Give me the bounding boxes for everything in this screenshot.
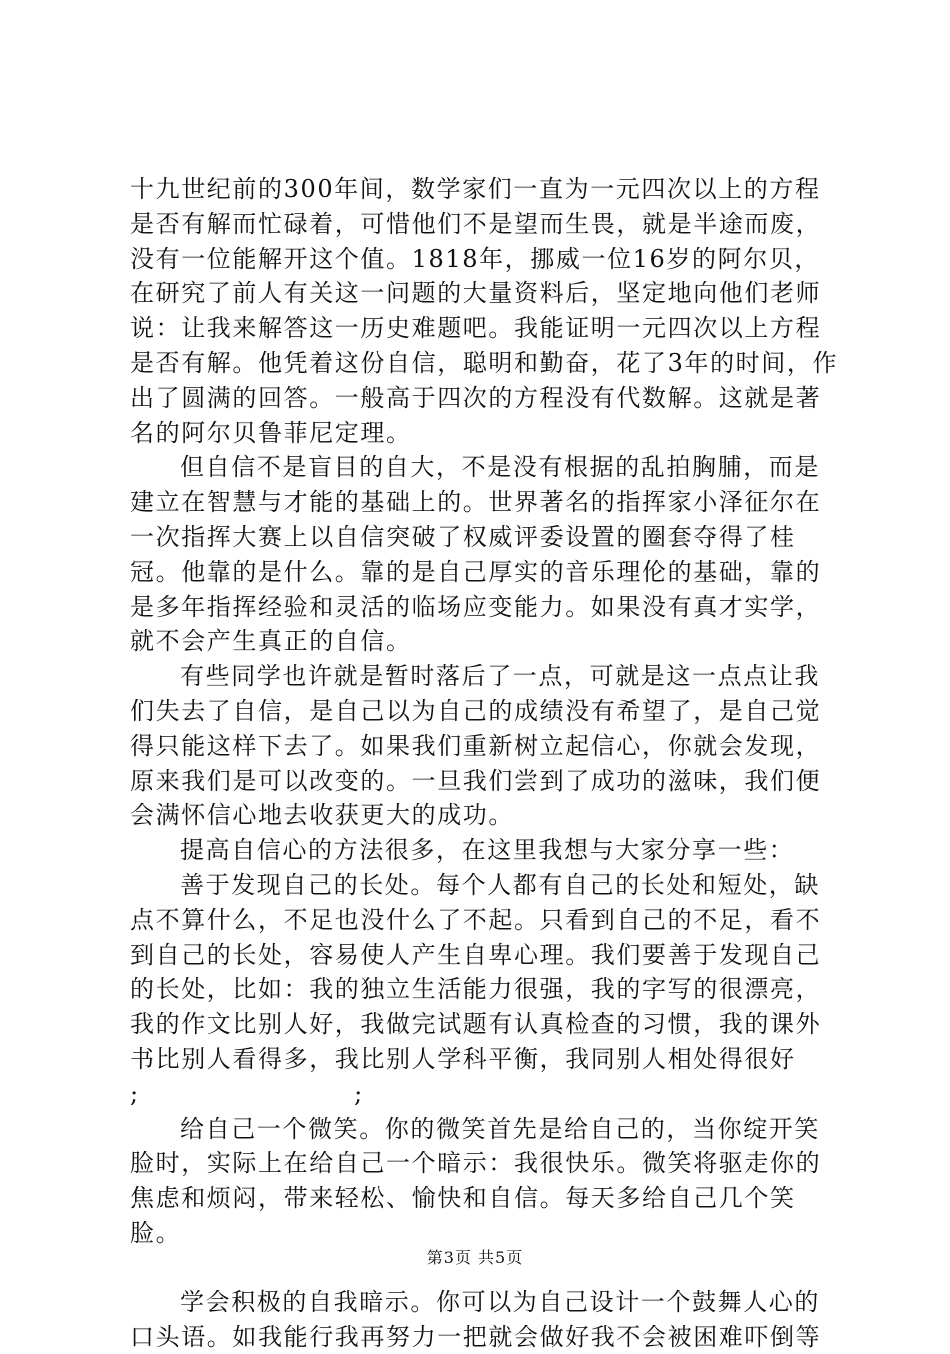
paragraph-regain-confidence: 有些同学也许就是暂时落后了一点，可就是这一点点让我们失去了自信，是自己以为自己的成绩没有希望了，是自己觉得只能这样下去了。如果我们重新树立起信心，你就会发现，原来我们是可以改变的。一旦我们尝到了成功的滋味，我们便会满怀信心地去收获更大的成功。 xyxy=(130,662,822,830)
paragraph-self-suggestion: 学会积极的自我暗示。你可以为自己设计一个鼓舞人心的口头语。如我能行我再努力一把就会做好我不会被困难吓倒等 xyxy=(130,1287,822,1351)
paragraph-abel-theorem: 十九世纪前的300年间，数学家们一直为一元四次以上的方程是否有解而忙碌着，可惜他们不是望而生畏，就是半途而废，没有一位能解开这个值。1818年，挪威一位16岁的阿尔贝，在研究了前人有关这一问题的大量资料后，坚定地向他们老师说：让我来解答这一历史难题吧。我能证明一元四次以上方程是否有解。他凭着这份自信，聪明和勤奋，花了3年的时间，作出了圆满的回答。一般高于四次的方程没有代数解。这就是著名的阿尔贝鲁菲尼定理。 xyxy=(130,175,839,447)
paragraph-confidence-not-arrogance: 但自信不是盲目的自大，不是没有根据的乱拍胸脯，而是建立在智慧与才能的基础上的。世界著名的指挥家小泽征尔在一次指挥大赛上以自信突破了权威评委设置的圈套夺得了桂冠。他靠的是什么。靠的是自己厚实的音乐理伦的基础，靠的是多年指挥经验和灵活的临场应变能力。如果没有真才实学，就不会产生真正的自信。 xyxy=(130,453,822,656)
body-text xyxy=(130,172,842,1354)
paragraph-smile: 给自己一个微笑。你的微笑首先是给自己的，当你绽开笑脸时，实际上在给自己一个暗示：我很快乐。微笑将驱走你的焦虑和烦闷，带来轻松、愉快和自信。每天多给自己几个笑脸。 xyxy=(130,1114,822,1247)
semicolon-line: ; ; xyxy=(130,1079,363,1108)
paragraph-find-strengths: 善于发现自己的长处。每个人都有自己的长处和短处，缺点不算什么，不足也没什么了不起。只看到自己的不足，看不到自己的长处，容易使人产生自卑心理。我们要善于发现自己的长处，比如：我的独立生活能力很强，我的字写的很漂亮，我的作文比别人好，我做完试题有认真检查的习惯，我的课外书比别人看得多，我比别人学科平衡，我同别人相处得很好 xyxy=(130,870,822,1073)
paragraph-methods-intro: 提高自信心的方法很多，在这里我想与大家分享一些： xyxy=(180,836,795,865)
page-footer: 第3页 共5页 xyxy=(426,1248,524,1267)
